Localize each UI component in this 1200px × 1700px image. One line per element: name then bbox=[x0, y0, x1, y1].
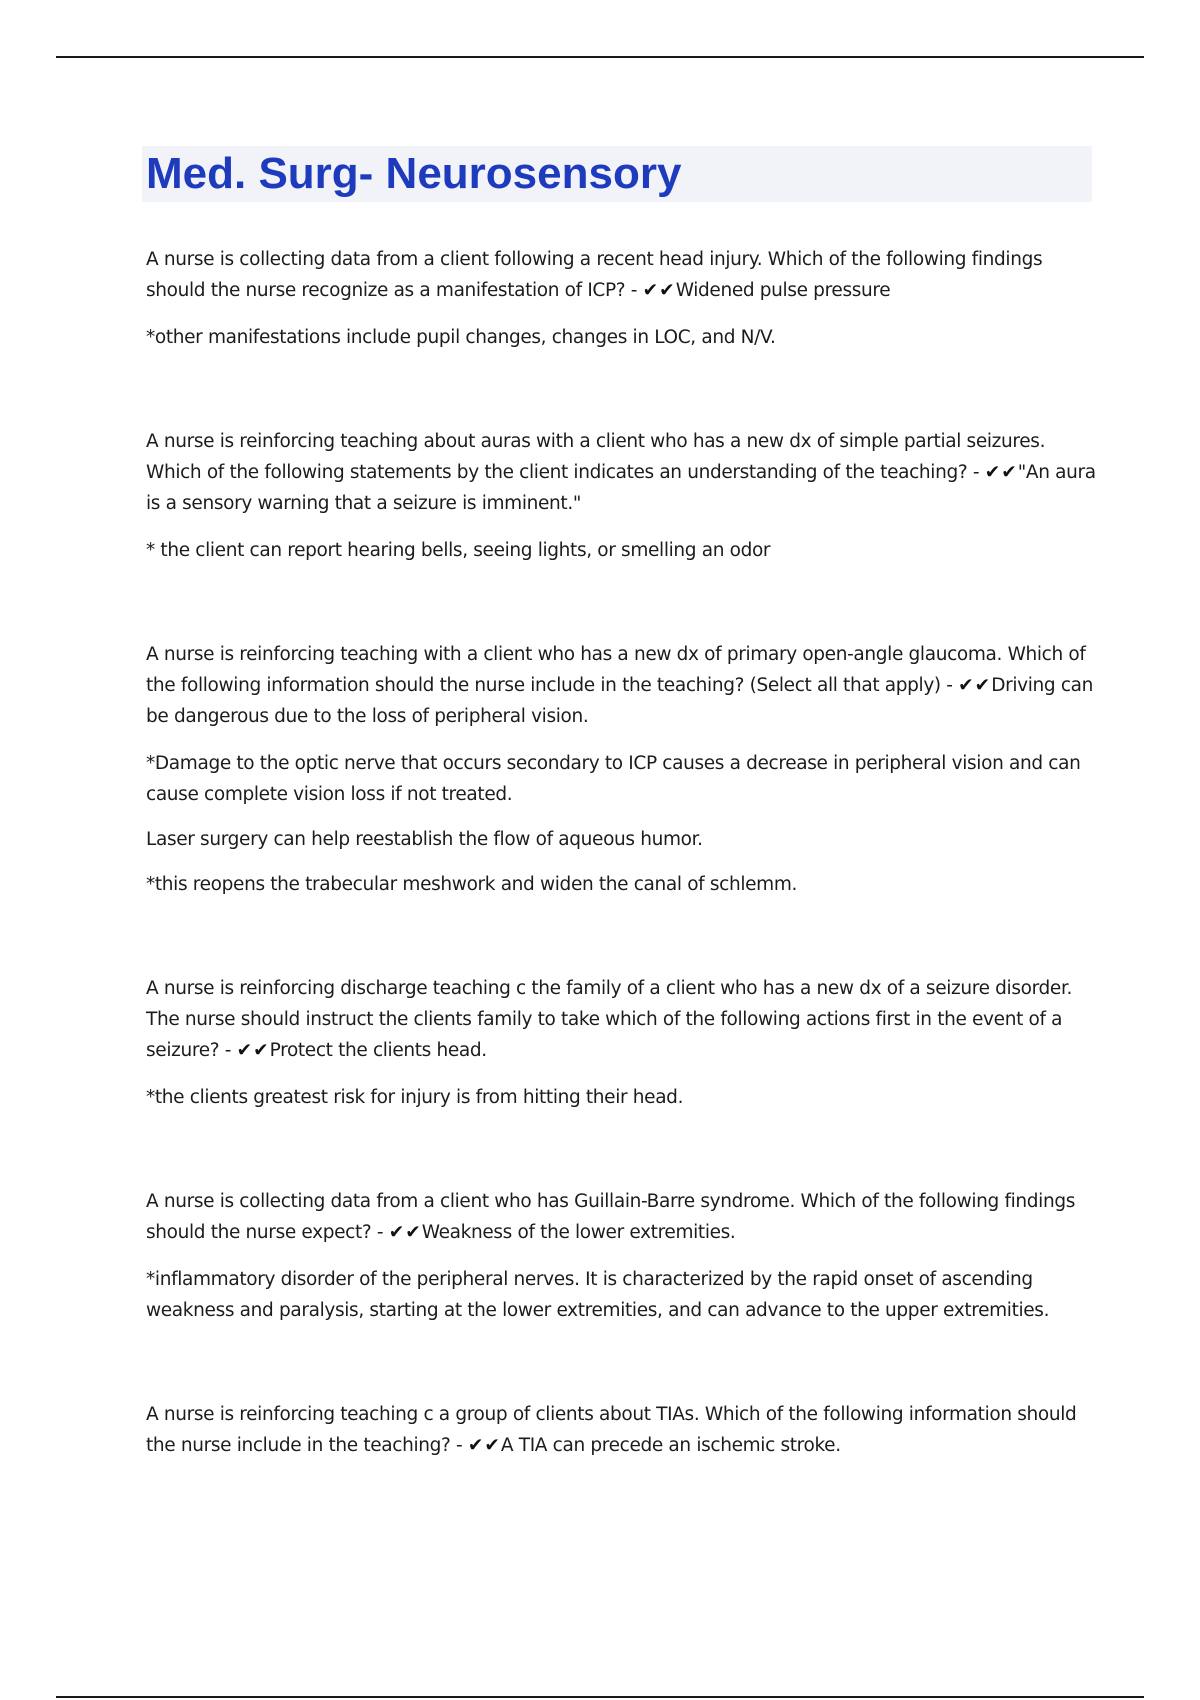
qa-paragraph bbox=[146, 426, 1096, 519]
rationale-note: Laser surgery can help reestablish the flow of aqueous humor. bbox=[146, 829, 703, 850]
answer-text: Weakness of the lower extremities. bbox=[421, 1222, 736, 1243]
answer-text: Widened pulse pressure bbox=[675, 280, 891, 301]
top-rule bbox=[56, 56, 1144, 58]
qa-item bbox=[146, 639, 1096, 900]
question-list bbox=[146, 244, 1096, 1477]
qa-paragraph bbox=[146, 1399, 1096, 1461]
answer-text: A TIA can precede an ischemic stroke. bbox=[500, 1435, 841, 1456]
qa-item bbox=[146, 973, 1096, 1113]
question-text: A nurse is collecting data from a client following a recent head injury. Which of the following findings should the nurse recognize as a manifestation of ICP? bbox=[146, 249, 1043, 301]
qa-paragraph bbox=[146, 973, 1096, 1066]
rationale-note: *this reopens the trabecular meshwork and widen the canal of schlemm. bbox=[146, 874, 798, 895]
question-text: A nurse is collecting data from a client who has Guillain-Barre syndrome. Which of the following findings should the nurse expect? bbox=[146, 1191, 1076, 1243]
qa-item bbox=[146, 1186, 1096, 1326]
answer-separator: - bbox=[967, 462, 985, 483]
rationale-note: *inflammatory disorder of the peripheral nerves. It is characterized by the rapid onset of ascending weakness and paralysis, starting at the lower extremities, and can advance to the upper extremities. bbox=[146, 1269, 1050, 1321]
qa-paragraph bbox=[146, 1186, 1096, 1248]
answer-separator: - bbox=[371, 1222, 389, 1243]
answer-separator: - bbox=[625, 280, 643, 301]
double-check-icon: ✔✔ bbox=[642, 280, 676, 301]
double-check-icon: ✔✔ bbox=[388, 1222, 422, 1243]
double-check-icon: ✔✔ bbox=[958, 675, 992, 696]
rationale-note: * the client can report hearing bells, seeing lights, or smelling an odor bbox=[146, 540, 771, 561]
page-title: Med. Surg- Neurosensory bbox=[146, 149, 682, 198]
answer-text: Driving can be dangerous due to the loss of peripheral vision. bbox=[146, 675, 1093, 727]
question-text: A nurse is reinforcing teaching with a client who has a new dx of primary open-angle glaucoma. Which of the following information should the nurse include in the teaching? (Select all that apply) bbox=[146, 644, 1086, 696]
qa-item bbox=[146, 426, 1096, 566]
question-text: A nurse is reinforcing discharge teaching c the family of a client who has a new dx of a seizure disorder. The nurse should instruct the clients family to take which of the following actions first in the event of a seizure? bbox=[146, 978, 1073, 1061]
question-text: A nurse is reinforcing teaching c a group of clients about TIAs. Which of the following information should the nurse include in the teaching? bbox=[146, 1404, 1077, 1456]
rationale-note: *other manifestations include pupil changes, changes in LOC, and N/V. bbox=[146, 327, 776, 348]
double-check-icon: ✔✔ bbox=[984, 462, 1018, 483]
rationale-note: *Damage to the optic nerve that occurs secondary to ICP causes a decrease in peripheral vision and can cause complete vision loss if not treated. bbox=[146, 753, 1081, 805]
answer-text: Protect the clients head. bbox=[269, 1040, 487, 1061]
answer-text: "An aura is a sensory warning that a seizure is imminent." bbox=[146, 462, 1096, 514]
qa-paragraph bbox=[146, 639, 1096, 732]
answer-separator: - bbox=[940, 675, 959, 696]
qa-paragraph bbox=[146, 244, 1096, 306]
qa-item bbox=[146, 1399, 1096, 1461]
qa-item bbox=[146, 244, 1096, 353]
answer-separator: - bbox=[219, 1040, 237, 1061]
answer-separator: - bbox=[450, 1435, 468, 1456]
double-check-icon: ✔✔ bbox=[236, 1040, 270, 1061]
rationale-note: *the clients greatest risk for injury is from hitting their head. bbox=[146, 1087, 684, 1108]
bottom-rule bbox=[56, 1696, 1144, 1698]
double-check-icon: ✔✔ bbox=[467, 1435, 501, 1456]
question-text: A nurse is reinforcing teaching about auras with a client who has a new dx of simple partial seizures. Which of the following statements by the client indicates an understanding of the teaching? bbox=[146, 431, 1046, 483]
